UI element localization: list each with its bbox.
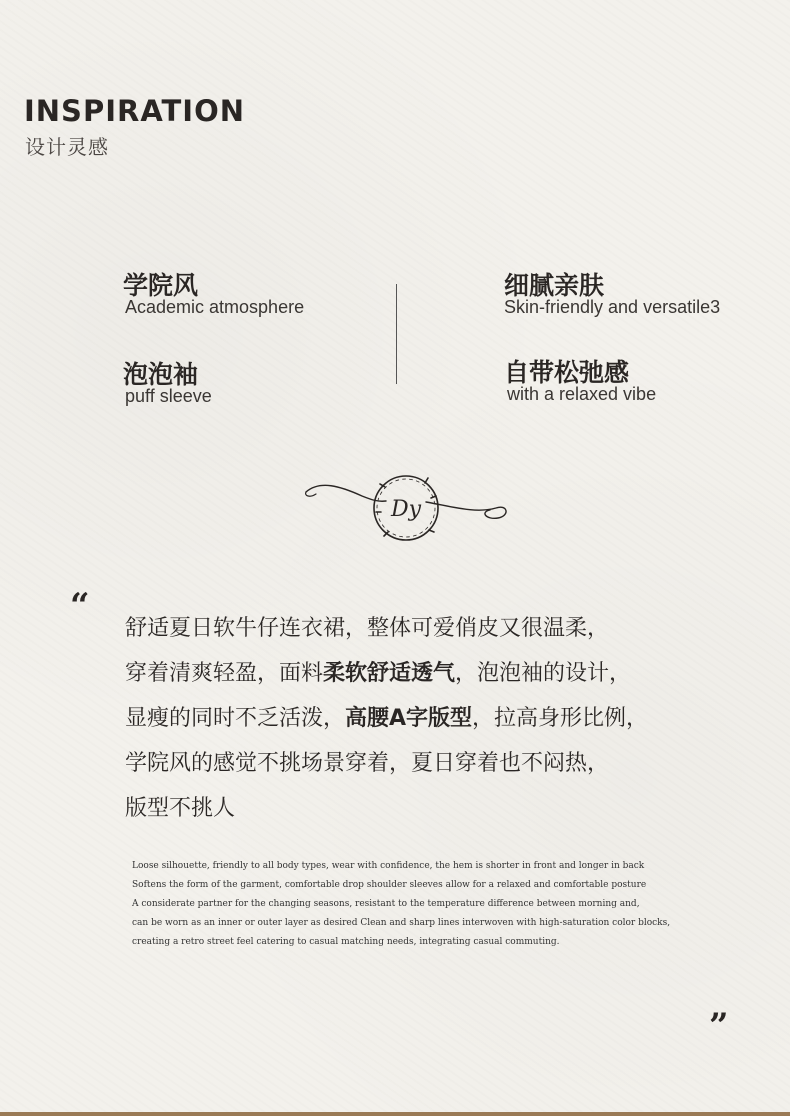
feature-1-caption: Academic atmosphere xyxy=(125,297,305,317)
brand-logo xyxy=(300,462,512,554)
english-line-2: Softens the form of the garment, comfortable drop shoulder sleeves allow for a relaxed and comfortable posture xyxy=(132,880,647,890)
english-line-5: creating a retro street feel catering to casual matching needs, integrating casual commuting. xyxy=(132,937,560,947)
section-subtitle: 设计灵感 xyxy=(25,135,109,159)
feature-1-title: 学院风 xyxy=(123,271,199,300)
description-line-4: 学院风的感觉不挑场景穿着，夏日穿着也不闷热， xyxy=(125,751,610,776)
english-line-4: can be worn as an inner or outer layer as desired Clean and sharp lines interwoven with high-saturation color blocks, xyxy=(132,918,671,928)
feature-4-caption: with a relaxed vibe xyxy=(507,384,657,404)
description-line-3: 显瘦的同时不乏活泼，高腰A字版型，拉高身形比例， xyxy=(125,706,649,731)
feature-divider xyxy=(396,284,397,384)
close-quote-mark: ” xyxy=(709,1006,729,1046)
feature-3-title: 泡泡袖 xyxy=(123,360,199,389)
english-line-1: Loose silhouette, friendly to all body types, wear with confidence, the hem is shorter in front and longer in back xyxy=(132,861,645,871)
description-chinese xyxy=(125,606,725,831)
highlight-fabric: 柔软舒适透气 xyxy=(323,661,456,686)
description-english xyxy=(132,857,732,952)
feature-4-title: 自带松弛感 xyxy=(504,358,630,387)
open-quote-mark: “ xyxy=(70,586,90,626)
feature-3-caption: puff sleeve xyxy=(125,386,212,406)
feature-2-title: 细腻亲肤 xyxy=(504,271,605,300)
bottom-accent-bar xyxy=(0,1112,790,1116)
highlight-cut: 高腰A字版型 xyxy=(345,706,473,731)
feature-2-caption: Skin-friendly and versatile3 xyxy=(504,297,721,317)
description-line-2: 穿着清爽轻盈，面料柔软舒适透气，泡泡袖的设计， xyxy=(125,661,632,686)
logo-monogram: Dy xyxy=(390,497,422,522)
description-line-1: 舒适夏日软牛仔连衣裙，整体可爱俏皮又很温柔， xyxy=(125,616,610,641)
section-title: INSPIRATION xyxy=(24,94,246,128)
english-line-3: A considerate partner for the changing seasons, resistant to the temperature difference between morning and, xyxy=(132,899,640,909)
description-line-5: 版型不挑人 xyxy=(125,796,236,821)
